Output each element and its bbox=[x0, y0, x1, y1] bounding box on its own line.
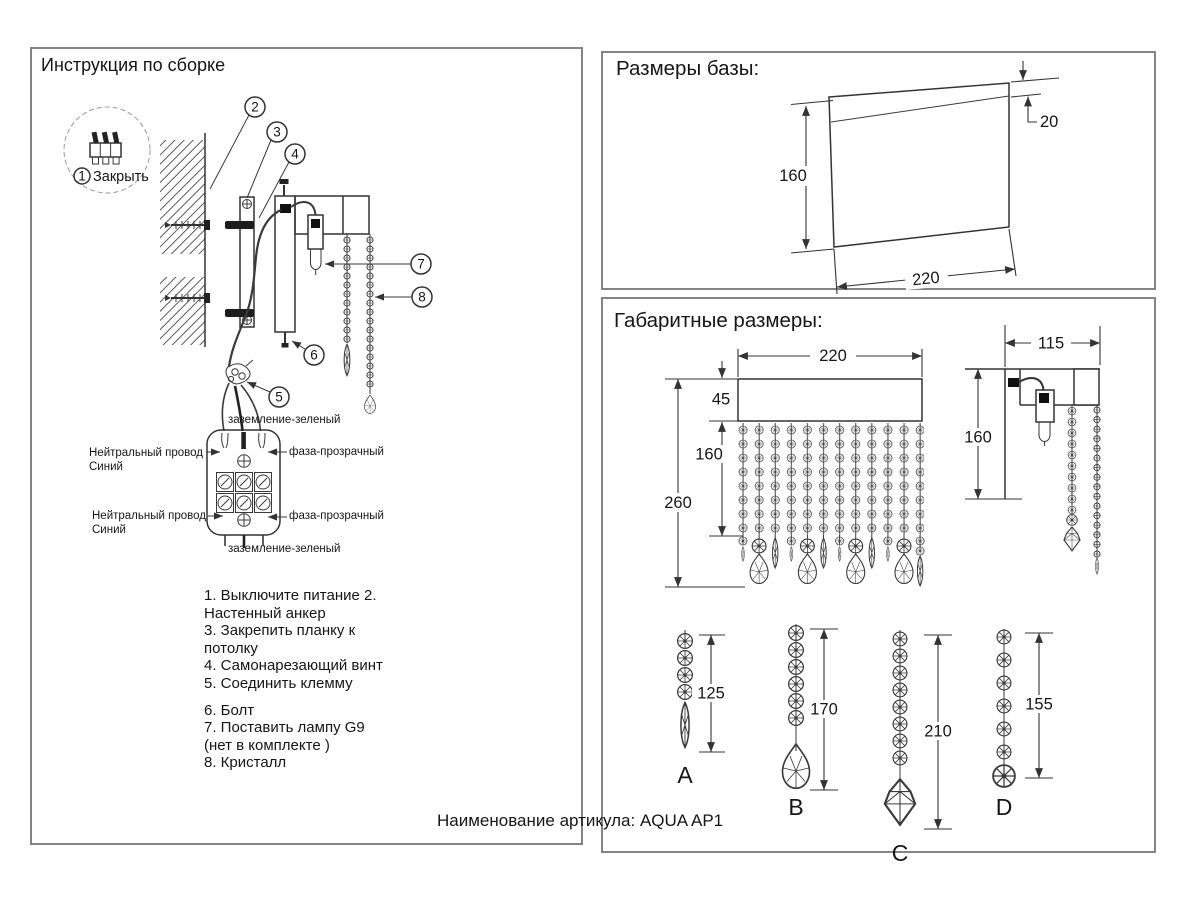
g9-bulb bbox=[311, 249, 322, 270]
crystal-strand bbox=[1094, 405, 1100, 574]
step-line: 1. Выключите питание 2. bbox=[204, 587, 377, 604]
wiring-label-phase-top: фаза-прозрачный bbox=[289, 446, 384, 458]
step-line: Настенный анкер bbox=[204, 604, 326, 622]
canopy-height-value: 45 bbox=[711, 390, 731, 409]
wiring-label-neutral-top: Нейтральный провод bbox=[89, 447, 203, 459]
terminal-screws bbox=[217, 473, 272, 513]
base-plate-outline bbox=[829, 83, 1009, 247]
power-off-number: 1 bbox=[78, 168, 86, 184]
canopy-side bbox=[1074, 369, 1099, 405]
wiring-label-phase-bottom: фаза-прозрачный bbox=[289, 510, 384, 522]
g9-bulb bbox=[1039, 422, 1050, 442]
strand-detail-d bbox=[993, 629, 1058, 820]
base-drawing bbox=[603, 53, 1154, 288]
wiring-label-neutral-bottom: Нейтральный провод bbox=[92, 510, 206, 522]
dim-base-depth bbox=[1011, 61, 1059, 131]
circuit-breaker-icon bbox=[90, 132, 121, 164]
step-line: потолку bbox=[204, 639, 258, 657]
strand-b-label: B bbox=[788, 794, 804, 820]
overall-dims-title: Габаритные размеры: bbox=[614, 309, 823, 332]
power-wire bbox=[229, 210, 281, 367]
crystal-strand bbox=[364, 234, 375, 413]
step-line: (нет в комплекте ) bbox=[204, 736, 330, 754]
curtain-tails bbox=[739, 535, 924, 586]
power-off-label: Закрыть bbox=[93, 169, 149, 185]
base-dims-panel bbox=[601, 51, 1156, 290]
terminal-block bbox=[207, 430, 280, 548]
bottom-bolt bbox=[282, 343, 289, 348]
crystal-strand bbox=[1064, 405, 1080, 551]
callout-4: 4 bbox=[291, 146, 299, 162]
wiring-label-neutral-top-2: Синий bbox=[89, 461, 123, 473]
wire-connector bbox=[280, 204, 291, 213]
wiring-label-ground-top: заземление-зеленый bbox=[228, 414, 341, 426]
callout-7: 7 bbox=[417, 256, 425, 272]
crystal-strand bbox=[344, 234, 350, 376]
front-view bbox=[658, 346, 924, 587]
wall-drawing bbox=[160, 133, 210, 347]
side-view bbox=[958, 325, 1100, 574]
top-screw bbox=[280, 179, 289, 184]
strand-d-length: 155 bbox=[1025, 695, 1053, 714]
callout-5: 5 bbox=[275, 389, 283, 405]
assembly-steps bbox=[204, 587, 383, 772]
base-dims-title: Размеры базы: bbox=[616, 57, 760, 80]
crystal-curtain bbox=[737, 423, 924, 535]
wiring-labels bbox=[89, 414, 384, 555]
wiring-label-ground-bottom: заземление-зеленый bbox=[228, 543, 341, 555]
strand-detail-a bbox=[677, 630, 730, 788]
assembly-panel bbox=[30, 47, 583, 845]
wire-connector bbox=[1008, 378, 1019, 387]
step-line: 7. Поставить лампу G9 bbox=[204, 719, 365, 737]
callout-2: 2 bbox=[251, 99, 259, 115]
step-line: 8. Кристалл bbox=[204, 754, 287, 772]
step-line: 6. Болт bbox=[204, 701, 255, 719]
strand-c-length: 210 bbox=[924, 722, 952, 741]
step-line: 4. Самонарезающий винт bbox=[204, 657, 383, 675]
dim-base-height bbox=[775, 101, 834, 254]
step-line: 3. Закрепить планку к bbox=[204, 622, 356, 640]
strand-b-length: 170 bbox=[810, 700, 838, 719]
lamp-side-drawing bbox=[275, 179, 376, 413]
callout-6: 6 bbox=[310, 347, 318, 363]
strand-detail-c bbox=[885, 630, 957, 866]
total-height-value: 260 bbox=[664, 494, 692, 512]
side-height-value: 160 bbox=[964, 428, 992, 447]
side-depth-value: 115 bbox=[1037, 334, 1065, 353]
overall-drawing bbox=[603, 299, 1154, 866]
base-depth-value: 20 bbox=[1040, 113, 1059, 131]
strand-detail-b bbox=[783, 624, 844, 820]
base-height-value: 160 bbox=[779, 167, 807, 185]
article-label: Наименование артикула: AQUA AP1 bbox=[437, 811, 724, 830]
strand-c-label: C bbox=[891, 840, 909, 866]
curtain-height-value: 160 bbox=[695, 445, 723, 464]
canopy-front bbox=[738, 379, 922, 421]
callout-3: 3 bbox=[273, 124, 281, 140]
strand-a-length: 125 bbox=[697, 684, 725, 703]
callouts bbox=[245, 97, 432, 407]
power-off-note bbox=[64, 107, 150, 193]
wiring-label-neutral-bottom-2: Синий bbox=[92, 524, 126, 536]
callout-8: 8 bbox=[418, 289, 426, 305]
base-width-value: 220 bbox=[911, 268, 941, 290]
assembly-title: Инструкция по сборке bbox=[41, 55, 226, 75]
strand-a-label: A bbox=[677, 762, 693, 788]
step-line: 5. Соединить клемму bbox=[204, 674, 353, 692]
front-width-value: 220 bbox=[819, 347, 847, 365]
strand-d-label: D bbox=[995, 794, 1013, 820]
overall-dims-panel bbox=[601, 297, 1156, 866]
